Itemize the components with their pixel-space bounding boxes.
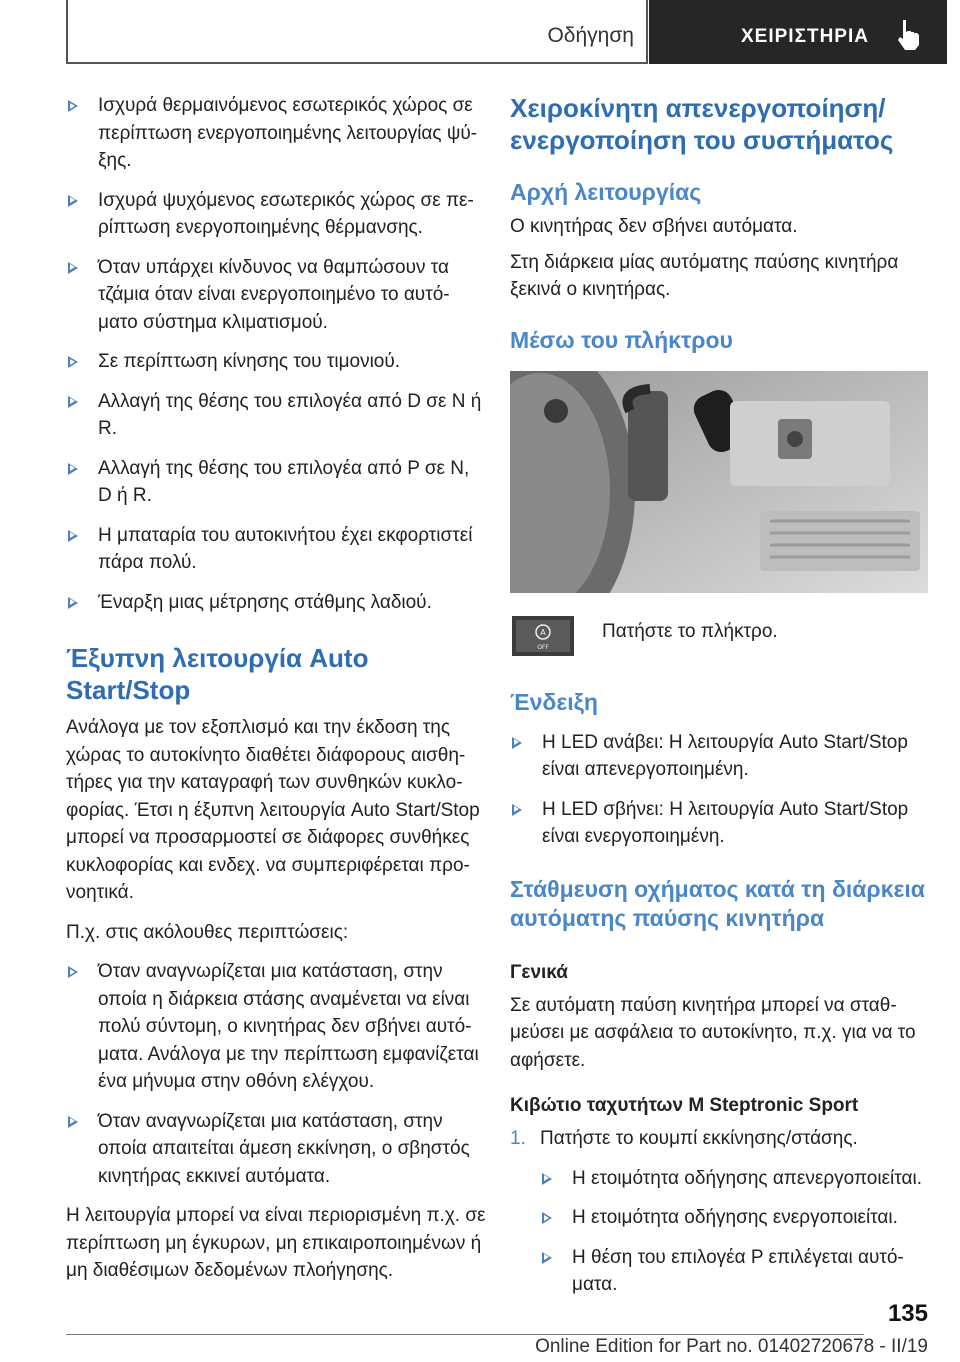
limitation-text: Η λειτουργία μπορεί να είναι περιορισμένη π.χ. σε περίπτωση μη έγκυρων, μη επικαιροποιημένων ή μη διαθέσιμων δεδομένων πλοήγησης. [66, 1205, 486, 1281]
hand-pointer-icon [894, 18, 924, 52]
triangle-bullet-icon [68, 463, 78, 475]
example-intro: Π.χ. στις ακόλουθες περιπτώσεις: [66, 921, 349, 943]
triangle-bullet-icon [68, 100, 78, 112]
triangle-bullet-icon [542, 1252, 552, 1264]
right-column [510, 92, 930, 1299]
list-item: Όταν αναγνωρίζεται μια κατάσταση, στην οποία απαιτείται άμεση εκκίνηση, ο σβηστός κινητήρας εκκινεί αυτόματα. [66, 1108, 486, 1191]
list-item: Η μπαταρία του αυτοκινήτου έχει εκφορτιστεί πάρα πολύ. [66, 522, 486, 577]
principle-text-1: Ο κινητήρας δεν σβήνει αυτόματα. [510, 216, 798, 237]
auto-start-stop-off-button-icon[interactable] [512, 616, 574, 656]
press-button-row [510, 616, 930, 660]
list-item: Η θέση του επιλογέα P επιλέγεται αυτό-ματα. [540, 1244, 930, 1299]
triangle-bullet-icon [542, 1173, 552, 1185]
triangle-bullet-icon [68, 356, 78, 368]
header-section-box [66, 0, 648, 64]
press-button-text: Πατήστε το πλήκτρο. [602, 620, 778, 642]
triangle-bullet-icon [68, 396, 78, 408]
button-heading: Μέσω του πλήκτρου [510, 326, 733, 353]
list-item: Η ετοιμότητα οδήγησης απενεργοποιείται. [540, 1165, 930, 1193]
svg-text:OFF: OFF [537, 643, 549, 651]
list-item: Η ετοιμότητα οδήγησης ενεργοποιείται. [540, 1204, 930, 1232]
svg-text:A: A [540, 627, 546, 637]
triangle-bullet-icon [68, 262, 78, 274]
page-number: 135 [887, 1300, 928, 1327]
principle-heading: Αρχή λειτουργίας [510, 179, 702, 205]
principle-text-2: Στη διάρκεια μίας αυτόματης παύσης κινητήρα ξεκινά ο κινητήρας. [510, 251, 899, 300]
triangle-bullet-icon [512, 737, 522, 749]
step-number: 1. [510, 1128, 526, 1149]
triangle-bullet-icon [68, 530, 78, 542]
list-item: Όταν υπάρχει κίνδυνος να θαμπώσουν τα τζάμια όταν είναι ενεργοποιημένο το αυτό-ματο σύστημα κλιματισμού. [66, 254, 486, 337]
indicator-heading: Ένδειξη [510, 688, 598, 715]
left-column [66, 92, 486, 1285]
list-item: Αλλαγή της θέσης του επιλογέα από P σε N, D ή R. [66, 455, 486, 510]
list-item: Αλλαγή της θέσης του επιλογέα από D σε N ή R. [66, 388, 486, 443]
header-chapter-label: ΧΕΙΡΙΣΤΗΡΙΑ [741, 26, 869, 47]
parking-heading: Στάθμευση οχήματος κατά τη διάρκεια αυτόματης παύσης κινητήρα [510, 875, 925, 931]
edition-footer: Online Edition for Part no. 01402720678 - II/19 [535, 1336, 928, 1357]
header-section-title: Οδήγηση [547, 24, 634, 47]
step-item [510, 1125, 930, 1153]
list-item: Ισχυρά ψυχόμενος εσωτερικός χώρος σε πε-ρίπτωση ενεργοποιημένης θέρμανσης. [66, 187, 486, 242]
triangle-bullet-icon [68, 966, 78, 978]
footer-divider [66, 1334, 864, 1335]
smart-description: Ανάλογα με τον εξοπλισμό και την έκδοση της χώρας το αυτοκίνητο διαθέτει διάφορους αισθη-τήρες για την καταγραφή των συνθηκών κυκλο-φορίας. Έτσι η έξυπνη λειτουργία Auto Start/Stop μπορεί να προσαρμοστεί σε διάφορες συνθήκες κυκλοφορίας και ενδεχ. να συμπεριφέρεται προ-νοητικά. [66, 717, 480, 903]
dashboard-photo [510, 371, 928, 593]
step-text: Πατήστε το κουμπί εκκίνησης/στάσης. [540, 1128, 858, 1149]
list-item: Όταν αναγνωρίζεται μια κατάσταση, στην οποία η διάρκεια στάσης αναμένεται να είναι πολύ σύντομη, ο κινητήρας δεν σβήνει αυτό-ματα. Ανάλογα με την περίπτωση εμφανίζεται ένα μήνυμα στην οθόνη ελέγχου. [66, 958, 486, 1096]
triangle-bullet-icon [68, 1116, 78, 1128]
list-item: Η LED ανάβει: Η λειτουργία Auto Start/Stop είναι απενεργοποιημένη. [510, 729, 930, 784]
triangle-bullet-icon [68, 195, 78, 207]
manual-toggle-heading: Χειροκίνητη απενεργοποίηση/ ενεργοποίηση του συστήματος [510, 93, 894, 155]
list-item: Ισχυρά θερμαινόμενος εσωτερικός χώρος σε περίπτωση ενεργοποιημένης λειτουργίας ψύ-ξης. [66, 92, 486, 175]
general-text: Σε αυτόματη παύση κινητήρα μπορεί να σταθ-μεύσει με ασφάλεια το αυτοκίνητο, π.χ. για να το αφήσετε. [510, 994, 916, 1071]
triangle-bullet-icon [542, 1212, 552, 1224]
header-chapter-tab[interactable] [649, 0, 947, 64]
list-item: Σε περίπτωση κίνησης του τιμονιού. [66, 348, 486, 376]
list-item: Η LED σβήνει: Η λειτουργία Auto Start/Stop είναι ενεργοποιημένη. [510, 796, 930, 851]
general-heading: Γενικά [510, 961, 568, 983]
gearbox-heading: Κιβώτιο ταχυτήτων M Steptronic Sport [510, 1095, 859, 1116]
triangle-bullet-icon [68, 597, 78, 609]
smart-auto-start-stop-heading: Έξυπνη λειτουργία Auto Start/Stop [66, 643, 369, 705]
triangle-bullet-icon [512, 804, 522, 816]
list-item: Έναρξη μιας μέτρησης στάθμης λαδιού. [66, 589, 486, 617]
